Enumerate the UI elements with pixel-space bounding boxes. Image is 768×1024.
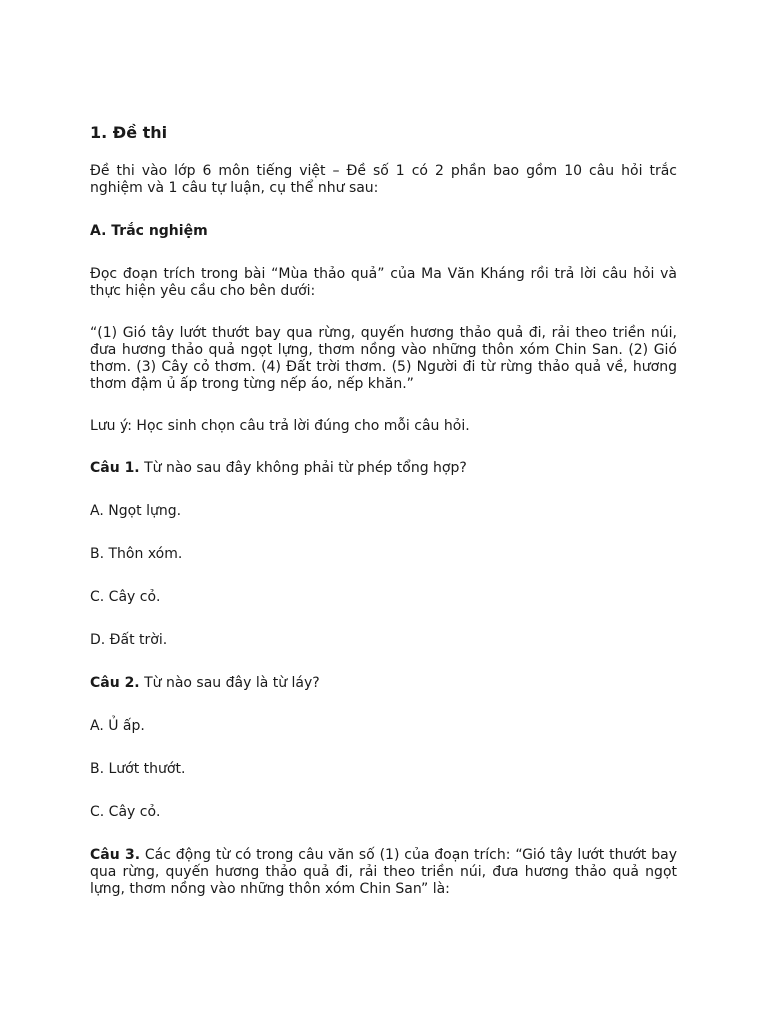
option-2c: C. Cây cỏ. [90,804,161,820]
heading-de-thi: 1. Đề thi [90,123,168,142]
section-a-heading: A. Trắc nghiệm [90,223,208,239]
intro-paragraph: Đề thi vào lớp 6 môn tiếng việt – Đề số 1 có 2 phần bao gồm 10 câu hỏi trắc nghiệm và 1 câu tự luận, cụ thể như sau: [90,163,677,196]
excerpt-paragraph: “(1) Gió tây lướt thướt bay qua rừng, quyến hương thảo quả đi, rải theo triền núi, đưa hương thảo quả ngọt lựng, thơm nồng vào những thôn xóm Chin San. (2) Gió thơm. (3) Cây cỏ thơm. (4) Đất trời thơm. (5) Người đi từ rừng thảo quả về, hương thơm đậm ủ ấp trong từng nếp áo, nếp khăn.” [90,325,677,392]
question-label: Câu 2. [90,675,140,691]
question-2 [90,675,677,692]
option-1b: B. Thôn xóm. [90,546,183,562]
option-2b: B. Lướt thướt. [90,761,186,777]
question-1 [90,460,677,477]
question-3 [90,847,677,898]
question-label: Câu 1. [90,460,140,476]
question-label: Câu 3. [90,847,141,863]
question-text: Từ nào sau đây là từ láy? [139,675,320,691]
note-paragraph: Lưu ý: Học sinh chọn câu trả lời đúng cho mỗi câu hỏi. [90,418,470,434]
option-1a: A. Ngọt lựng. [90,503,182,519]
document-page [90,122,677,898]
instruction-paragraph: Đọc đoạn trích trong bài “Mùa thảo quả” của Ma Văn Kháng rồi trả lời câu hỏi và thực hiện yêu cầu cho bên dưới: [90,266,677,299]
option-1d: D. Đất trời. [90,632,168,648]
option-2a: A. Ủ ấp. [90,718,145,734]
question-text: Các động từ có trong câu văn số (1) của đoạn trích: “Gió tây lướt thướt bay qua rừng, quyến hương thảo quả đi, rải theo triền núi, đưa hương thảo quả ngọt lựng, thơm nồng vào những thôn xóm Chin San” là: [90,847,677,897]
question-text: Từ nào sau đây không phải từ phép tổng hợp? [139,460,467,476]
option-1c: C. Cây cỏ. [90,589,161,605]
